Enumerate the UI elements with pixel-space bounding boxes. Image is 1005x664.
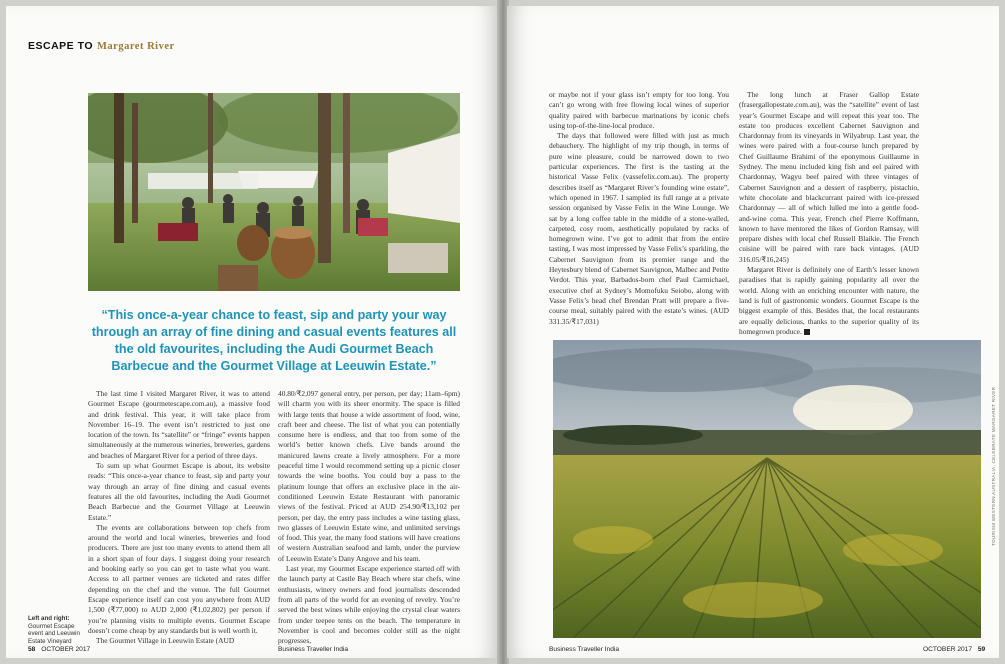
- magazine-name: Business Traveller India: [278, 646, 349, 653]
- article-column-1: [88, 389, 270, 646]
- footer-left: [28, 646, 90, 653]
- paragraph: The last time I visited Margaret River, it was to attend Gourmet Escape (gourmetescape.com.au), a massive food and drink festival. This year, it will take place from November 16–19. The event isn’t restricted to just one location of the town. Its “satellite” or “fringe” events happen simultaneously at the numerous wineries, breweries, gardens and beaches of Margaret River for a period of three days.: [88, 389, 270, 460]
- left-page: [6, 6, 498, 658]
- festival-photo: [88, 93, 460, 291]
- page-number: 58: [28, 646, 36, 653]
- paragraph: The events are collaborations between top chefs from around the world and local wineries, breweries and food producers. There are just too many events to attend them all in a short span of four days. I suggest doing your research and booking early so you can get to taste what you want. Access to all partner venues are ticketed and rates differ depending on the chef and the venue. The full Gourmet Escape experience itself can cost you anywhere from AUD 1,500 (₹77,000) to AUD 2,000 (₹1,02,802) per person if you’re planning visits to multiple events. Gourmet Escape doesn’t come cheap by any standards but is well worth it.: [88, 522, 270, 635]
- section-destination: Margaret River: [97, 41, 175, 52]
- paragraph: 40.80/₹2,097 general entry, per person, per day; 11am–6pm) will charm you with its sheer enormity. The space is filled with large tents that house a wide assortment of food, wine, craft beer and cheese. The list of what you can potentially consume here is endless, and that too from some of the world’s better known chefs. Live bands around the manicured lawns create a lively atmosphere. For a more peaceful time I would recommend setting up a picnic closer towards the wine booths. You could buy a pass to the platinum lounge that offers an exclusive place in the air-conditioned Leeuwin Estate Restaurant with panoramic views of the festival. Priced at AUD 254.90/₹13,102 per person, per day, the entry pass includes a wine tasting glass, two glasses of Leeuwin Estate wine, and unlimited servings of food. This year, the many food stations will have creations of western Australian seafood and lamb, under the purview of Leeuwin Estate’s Dany Angove and his team.: [278, 389, 460, 563]
- paragraph-text: Margaret River is definitely one of Earth’s lesser known paradises that is rapidly gaining popularity all over the world. Along with an enriching encounter with nature, the land is full of gastronomic wonders. Gourmet Escape is the biggest example of this. Besides that, the local restaurants are equally delicious, thanks to the superior quality of its homegrown produce.: [739, 265, 919, 336]
- end-of-article-mark: [804, 329, 810, 335]
- issue-date: OCTOBER 2017: [923, 646, 972, 653]
- paragraph: or maybe not if your glass isn’t empty for too long. You can’t go wrong with free flowing local wines of superior quality paired with barbecue marinations by iconic chefs using top-of-the-line-local produce.: [549, 90, 729, 130]
- article-column-2: [278, 389, 460, 646]
- page-number: 59: [977, 646, 986, 653]
- paragraph: [739, 265, 919, 337]
- caption-title: Left and right:: [28, 615, 70, 622]
- paragraph: Last year, my Gourmet Escape experience started off with the launch party at Castle Bay Beach where star chefs, wine enthusiasts, winery owners and food journalists descended from all parts of the world for an evening of revelry. You’re served the best wines while enjoying the crystal clear waters from under teepee tents on the beach. The temperature in November is cool and becomes colder still as the night progresses,: [278, 564, 460, 646]
- magazine-name: Business Traveller India: [549, 646, 620, 653]
- issue-date: OCTOBER 2017: [41, 646, 91, 653]
- paragraph: To sum up what Gourmet Escape is about, its website reads: “This once-a-year chance to feast, sip and party your way through an array of fine dining and casual events features all the old favourites, including the Audi Gourmet Beach Barbecue and the Gourmet Village at Leeuwin Estate.”: [88, 461, 270, 522]
- article-column-4: [739, 90, 919, 337]
- caption-text: Gourmet Escape event and Leeuwin Estate Vineyard: [28, 622, 80, 645]
- vineyard-photo: [553, 340, 981, 638]
- photo-credit: TOURISM WESTERN AUSTRALIA, CELEBRATE MARGARET RIVER: [991, 386, 996, 546]
- section-kicker: ESCAPE TO: [28, 40, 93, 52]
- article-column-3: [549, 90, 729, 327]
- paragraph: The long lunch at Fraser Gallop Estate (frasergallopestate.com.au), was the “satellite” event of last year’s Gourmet Escape and will repeat this year too. The estate too produces excellent Cabernet Sauvignon and Chardonnay from its vineyards in Wilyabrup. Last year, the wines were paired with a four-course lunch prepared by Chef Guillaume Brahimi of the eponymous Guillaume in Sydney. The menu included king fish and eel paired with Chardonnay, Wagyu beef paired with three vintages of Cabernet Sauvignon and a dessert of raspberry, pistachio, white chocolate and blackcurrant paired with ice-pressed Chardonnay — all of which lulled me into a gentle food-and-wine coma. This year, French chef Pierre Koffmann, known to have mentored the likes of Gordon Ramsay, will prepare dishes with local chef Russell Blaikie. The French cuisine will be paired with rare back vintages. (AUD 316.05/₹16,245): [739, 90, 919, 264]
- right-page: [507, 6, 999, 658]
- paragraph: The Gourmet Village in Leeuwin Estate (AUD: [96, 636, 235, 646]
- section-header: [28, 40, 175, 52]
- paragraph: The days that followed were filled with just as much debauchery. The highlight of my trip though, in terms of pure wine pleasure, could be narrowed down to two particular experiences. The first is the tasting at the historical Vasse Felix (vassefelix.com.au). The property describes itself as “Margaret River’s founding wine estate”, which opened in 1967. I sampled its full range at a private session organised by Vasse Felix in the Wine Lounge. We sat by a long coffee table in the middle of a stone-walled, carpeted, cosy room, aesthetically populated by racks of homegrown wine. I’ve got to admit that from the entire tasting, I was most impressed by Vasse Felix’s sparkling, the Cabernet Sauvignon from its premier range and the Heytesbury blend of Cabernet Sauvignon, Malbec and Petite Verdot. This year, Barbados-born chef Paul Carmichael, executive chef at Sydney’s Momofuku Seiobo, along with Vasse Felix’s head chef Brendan Pratt will prepare a five-course meal, suitably paired with the estate’s wines. (AUD 331.35/₹17,031): [549, 131, 729, 326]
- footer-right: [923, 646, 985, 653]
- photo-caption: [28, 615, 80, 645]
- pull-quote: “This once-a-year chance to feast, sip and party your way through an array of fine dining and casual events features all the old favourites, including the Audi Gourmet Beach Barbecue and the Gourmet Village at Leeuwin Estate.”: [91, 308, 457, 373]
